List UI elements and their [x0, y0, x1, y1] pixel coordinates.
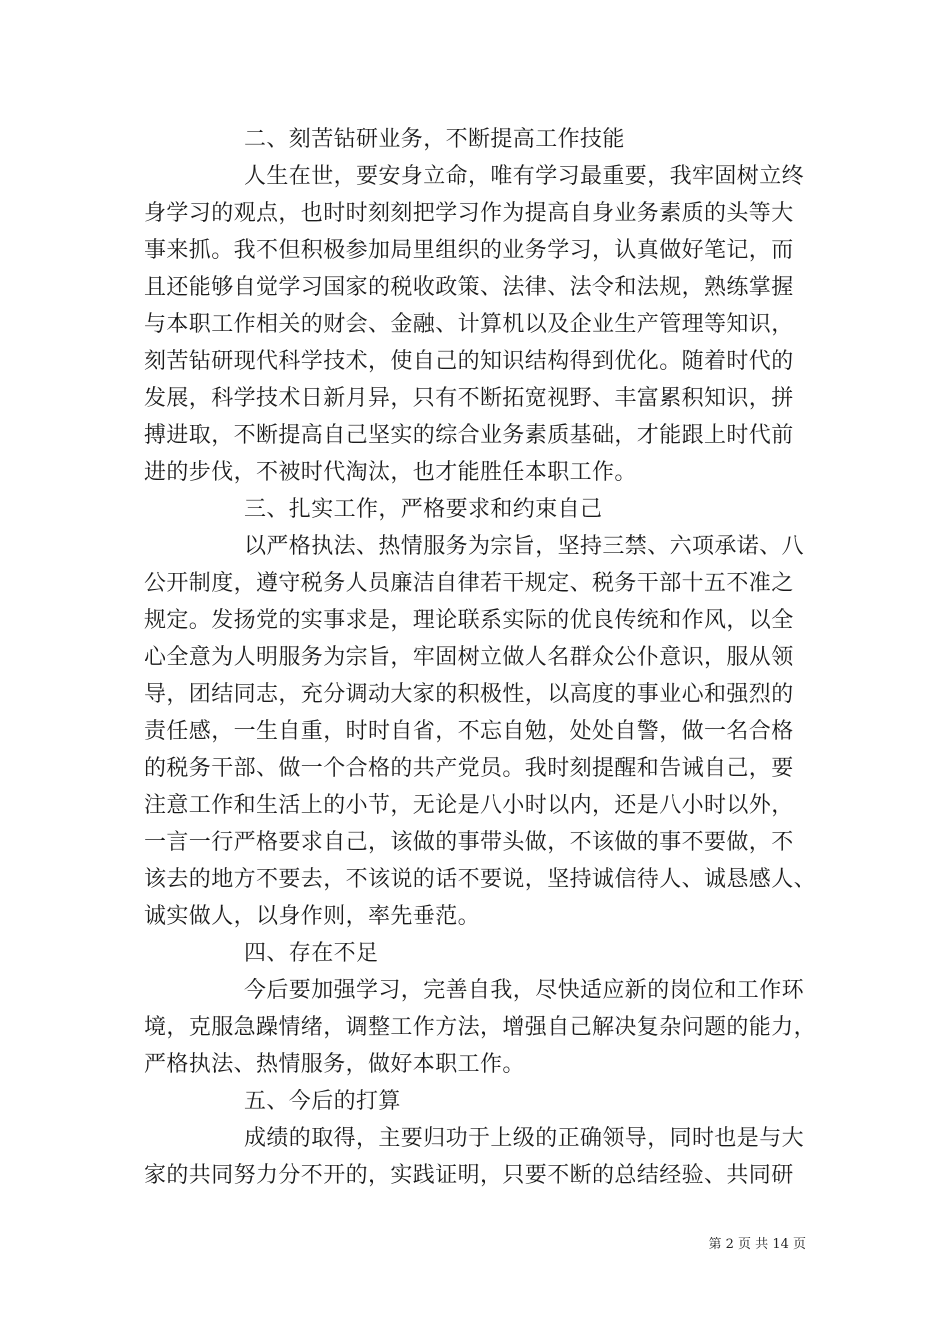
- paragraph-line: 成绩的取得，主要归功于上级的正确领导，同时也是与大: [244, 1126, 805, 1151]
- paragraph-line: 事来抓。我不但积极参加局里组织的业务学习，认真做好笔记，而: [144, 238, 794, 263]
- page-number-footer: 第 2 页 共 14 页: [708, 1237, 806, 1252]
- paragraph-line: 与本职工作相关的财会、金融、计算机以及企业生产管理等知识，: [144, 312, 794, 337]
- paragraph-line: 导，团结同志，充分调动大家的积极性，以高度的事业心和强烈的: [144, 682, 794, 707]
- paragraph-line: 发展，科学技术日新月异，只有不断拓宽视野、丰富累积知识，拼: [144, 386, 794, 411]
- paragraph-line: 公开制度，遵守税务人员廉洁自律若干规定、税务干部十五不准之: [144, 571, 794, 596]
- paragraph-line: 以严格执法、热情服务为宗旨，坚持三禁、六项承诺、八: [244, 534, 805, 559]
- paragraph-line: 身学习的观点，也时时刻刻把学习作为提高自身业务素质的头等大: [144, 201, 794, 226]
- heading-section-2: 二、刻苦钻研业务，不断提高工作技能: [244, 127, 625, 152]
- paragraph-line: 家的共同努力分不开的，实践证明，只要不断的总结经验、共同研: [144, 1163, 794, 1188]
- paragraph-line: 境，克服急躁情绪，调整工作方法，增强自己解决复杂问题的能力，: [144, 1015, 817, 1040]
- paragraph-line: 心全意为人明服务为宗旨，牢固树立做人名群众公仆意识，服从领: [144, 645, 794, 670]
- paragraph-line: 注意工作和生活上的小节，无论是八小时以内，还是八小时以外，: [144, 793, 794, 818]
- paragraph-line: 严格执法、热情服务，做好本职工作。: [144, 1052, 525, 1077]
- paragraph-line: 一言一行严格要求自己，该做的事带头做，不该做的事不要做，不: [144, 830, 794, 855]
- paragraph-line: 的税务干部、做一个合格的共产党员。我时刻提醒和告诫自己，要: [144, 756, 794, 781]
- paragraph-line: 今后要加强学习，完善自我，尽快适应新的岗位和工作环: [244, 978, 805, 1003]
- heading-section-4: 四、存在不足: [244, 941, 379, 966]
- paragraph-line: 刻苦钻研现代科学技术，使自己的知识结构得到优化。随着时代的: [144, 349, 794, 374]
- paragraph-line: 人生在世，要安身立命，唯有学习最重要，我牢固树立终: [244, 164, 805, 189]
- paragraph-line: 规定。发扬党的实事求是，理论联系实际的优良传统和作风，以全: [144, 608, 794, 633]
- paragraph-line: 该去的地方不要去，不该说的话不要说，坚持诚信待人、诚恳感人、: [144, 867, 817, 892]
- heading-section-3: 三、扎实工作，严格要求和约束自己: [244, 497, 603, 522]
- paragraph-line: 诚实做人，以身作则，率先垂范。: [144, 904, 481, 929]
- paragraph-line: 且还能够自觉学习国家的税收政策、法律、法令和法规，熟练掌握: [144, 275, 794, 300]
- paragraph-line: 进的步伐，不被时代淘汰，也才能胜任本职工作。: [144, 460, 637, 485]
- heading-section-5: 五、今后的打算: [244, 1089, 401, 1114]
- paragraph-line: 搏进取，不断提高自己坚实的综合业务素质基础，才能跟上时代前: [144, 423, 794, 448]
- paragraph-line: 责任感，一生自重，时时自省，不忘自勉，处处自警，做一名合格: [144, 719, 794, 744]
